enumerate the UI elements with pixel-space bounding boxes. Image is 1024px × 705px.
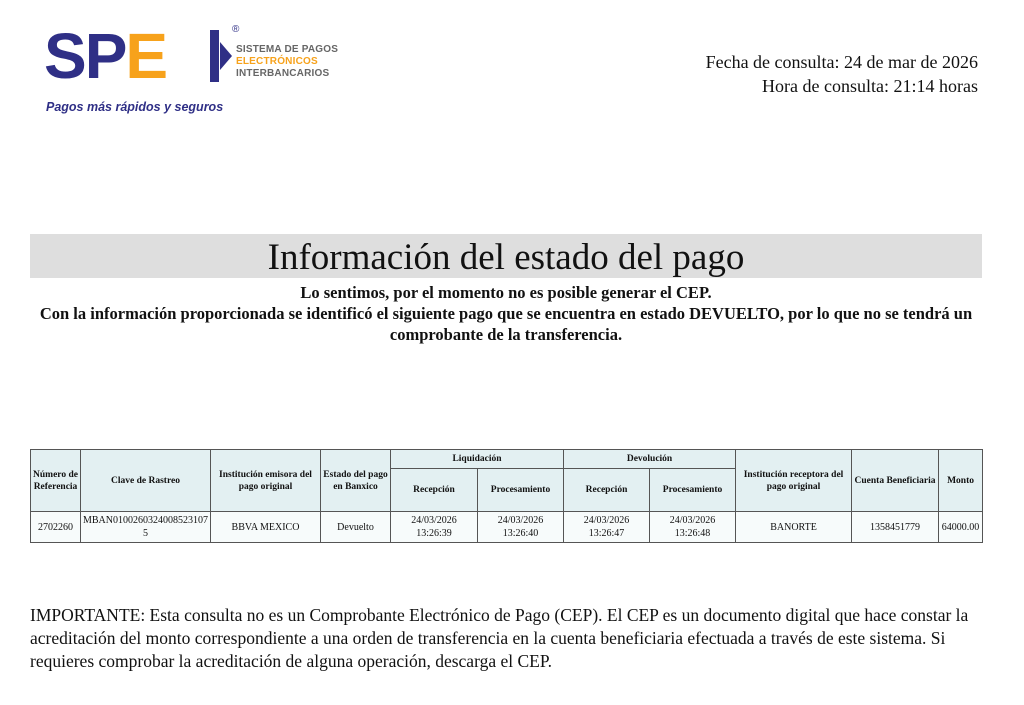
status-message <box>30 282 982 345</box>
logo-wordmark <box>44 20 167 92</box>
header-monto: Monto <box>939 450 983 512</box>
fecha-consulta: Fecha de consulta: 24 de mar de 2026 <box>705 52 978 72</box>
cell-liquidacion-procesamiento: 24/03/2026 13:26:40 <box>478 512 564 543</box>
header-estado-pago: Estado del pago en Banxico <box>321 450 391 512</box>
header-liquidacion-recepcion: Recepción <box>391 469 478 512</box>
logo-line-2: ELECTRÓNICOS <box>236 56 318 67</box>
cell-institucion-emisora: BBVA MEXICO <box>211 512 321 543</box>
header-liquidacion-procesamiento: Procesamiento <box>478 469 564 512</box>
header-numero-referencia: Número de Referencia <box>31 450 81 512</box>
header-institucion-receptora: Institución receptora del pago original <box>736 450 852 512</box>
cell-devolucion-procesamiento: 24/03/2026 13:26:48 <box>650 512 736 543</box>
logo-arrow-icon <box>210 30 232 82</box>
logo-e-text: E <box>125 20 167 92</box>
hora-consulta: Hora de consulta: 21:14 horas <box>762 76 978 96</box>
page-title: Información del estado del pago <box>267 237 745 278</box>
importante-notice: IMPORTANTE: Esta consulta no es un Comprobante Electrónico de Pago (CEP). El CEP es un documento digital que hace constar la acreditación del monto correspondiente a una orden de transferencia en la cuenta beneficiaria efectuada a través de este sistema. Si requieres comprobar la acreditación de alguna operación, descarga el CEP. <box>30 605 969 671</box>
logo-line-1: SISTEMA DE PAGOS <box>236 44 339 55</box>
logo-tagline: Pagos más rápidos y seguros <box>46 100 224 114</box>
registered-mark: ® <box>232 24 240 35</box>
cell-numero-referencia: 2702260 <box>31 512 81 543</box>
logo-subtitle <box>236 44 338 80</box>
cell-liquidacion-recepcion: 24/03/2026 13:26:39 <box>391 512 478 543</box>
header-devolucion: Devolución <box>564 450 736 469</box>
table-row <box>31 512 983 543</box>
header-cuenta-beneficiaria: Cuenta Beneficiaria <box>852 450 939 512</box>
cell-estado-pago: Devuelto <box>321 512 391 543</box>
header-institucion-emisora: Institución emisora del pago original <box>211 450 321 512</box>
cell-devolucion-recepcion: 24/03/2026 13:26:47 <box>564 512 650 543</box>
logo-sp-text: SP <box>44 20 126 92</box>
header-devolucion-recepcion: Recepción <box>564 469 650 512</box>
message-line-1: Lo sentimos, por el momento no es posible generar el CEP. <box>300 283 712 302</box>
cell-monto: 64000.00 <box>939 512 983 543</box>
cell-cuenta-beneficiaria: 1358451779 <box>852 512 939 543</box>
logo-line-3: INTERBANCARIOS <box>236 68 330 79</box>
header-devolucion-procesamiento: Procesamiento <box>650 469 736 512</box>
message-line-2: Con la información proporcionada se identificó el siguiente pago que se encuentra en estado DEVUELTO, por lo que no se tendrá un comprobante de la transferencia. <box>39 304 973 344</box>
cell-institucion-receptora: BANORTE <box>736 512 852 543</box>
consulta-info <box>706 50 978 98</box>
spei-logo <box>44 20 364 124</box>
cell-clave-rastreo: MBAN01002603240085231075 <box>81 512 211 543</box>
payment-table <box>30 449 983 543</box>
header-clave-rastreo: Clave de Rastreo <box>81 450 211 512</box>
header-liquidacion: Liquidación <box>391 450 564 469</box>
